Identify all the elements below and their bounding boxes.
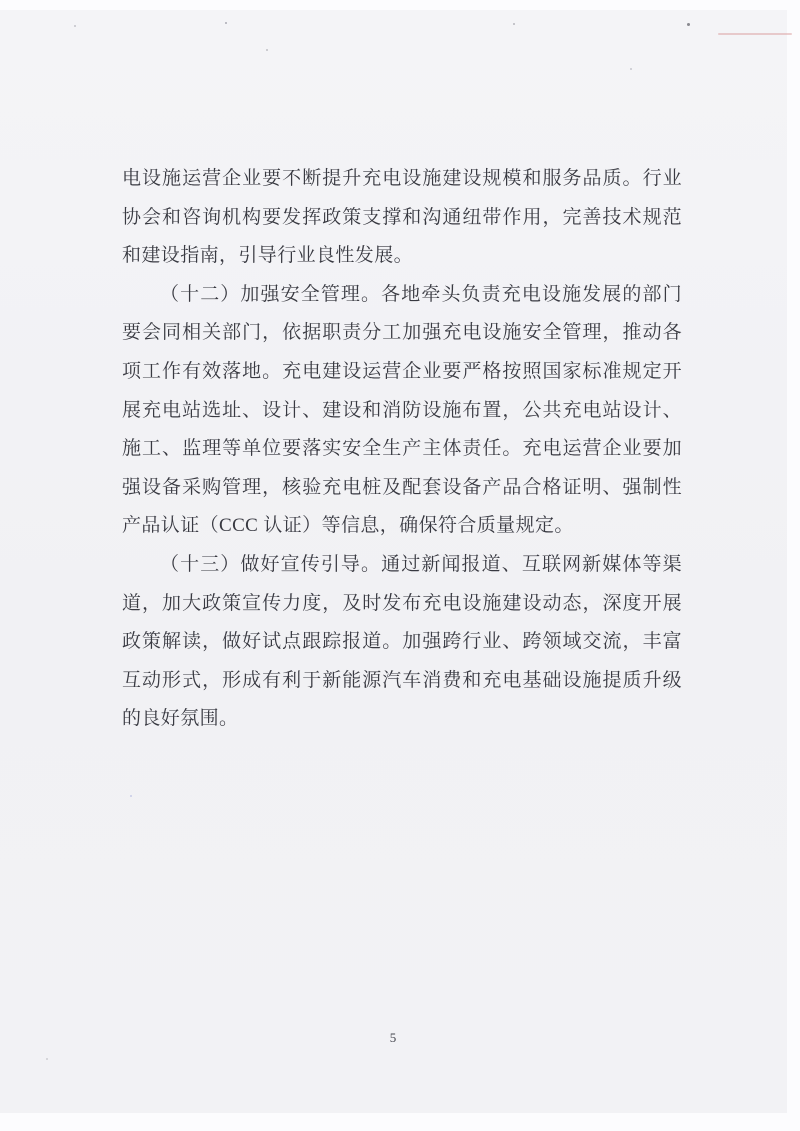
scan-artifact-dot: [687, 23, 690, 26]
paragraph-section-13-publicity-guidance: （十三）做好宣传引导。通过新闻报道、互联网新媒体等渠道，加大政策宣传力度，及时发布充电设施建设动态，深度开展政策解读，做好试点跟踪报道。加强跨行业、跨领域交流，丰富互动形式，形成有利于新能源汽车消费和充电基础设施提质升级的良好氛围。: [122, 553, 682, 730]
page-number: 5: [389, 1030, 398, 1045]
scan-speckles: [0, 10, 2, 12]
document-body: [122, 160, 682, 739]
paragraph-continuation: 电设施运营企业要不断提升充电设施建设规模和服务品质。行业协会和咨询机构要发挥政策支撑和沟通纽带作用，完善技术规范和建设指南，引导行业良性发展。: [122, 168, 682, 267]
document-sheet: [0, 10, 787, 1113]
scan-artifact-line: [718, 33, 792, 35]
paragraph-section-12-safety-management: （十二）加强安全管理。各地牵头负责充电设施发展的部门要会同相关部门，依据职责分工加强充电设施安全管理，推动各项工作有效落地。充电建设运营企业要严格按照国家标准规定开展充电站选址、设计、建设和消防设施布置，公共充电站设计、施工、监理等单位要落实安全生产主体责任。充电运营企业要加强设备采购管理，核验充电桩及配套设备产品合格证明、强制性产品认证（CCC 认证）等信息，确保符合质量规定。: [122, 283, 682, 537]
